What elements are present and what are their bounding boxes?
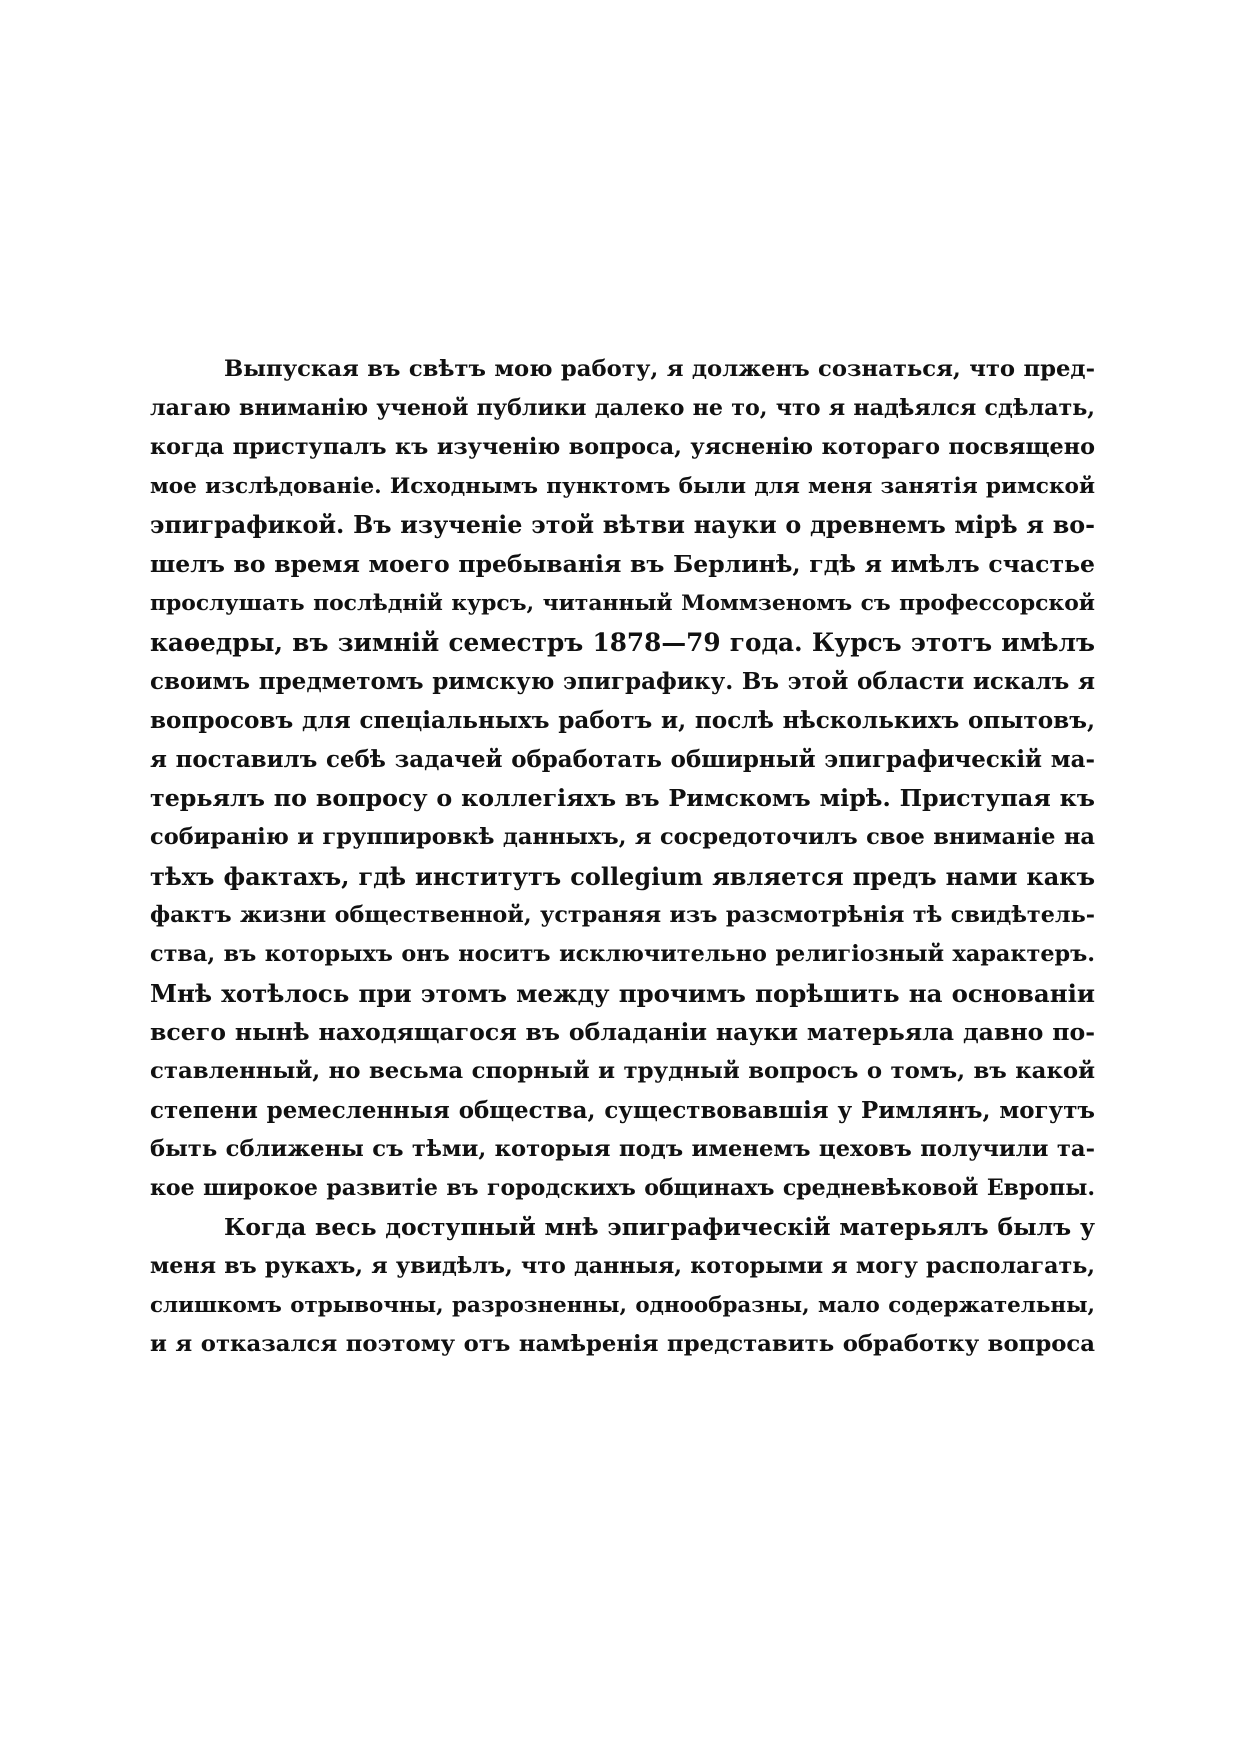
text-line: эпиграфикой. Въ изученіе этой вѣтви науки о древнемъ мірѣ я во- [150,511,1095,539]
text-line: Когда весь доступный мнѣ эпиграфическій матерьялъ былъ у [224,1213,1095,1241]
text-line: собиранію и группировкѣ данныхъ, я сосредоточилъ свое вниманіе на [150,824,1095,850]
text-line: ставленный, но весьма спорный и трудный вопросъ о томъ, въ какой [150,1058,1095,1084]
text-line: и я отказался поэтому отъ намѣренія представить обработку вопроса [150,1331,1095,1357]
text-line: слишкомъ отрывочны, разрозненны, однообразны, мало содержательны, [150,1293,1095,1318]
text-line: степени ремесленныя общества, существовавшія у Римлянъ, могутъ [150,1097,1095,1124]
text-line: прослушать послѣдній курсъ, читанный Моммзеномъ съ профессорской [150,590,1095,616]
text-line: вопросовъ для спеціальныхъ работъ и, послѣ нѣсколькихъ опытовъ, [150,707,1095,734]
paragraph-1 [150,350,1095,1208]
text-line: меня въ рукахъ, я увидѣлъ, что данныя, которыми я могу располагать, [150,1253,1095,1279]
text-line: шелъ во время моего пребыванія въ Берлинѣ, гдѣ я имѣлъ счастье [150,550,1095,578]
text-line: ства, въ которыхъ онъ носитъ исключительно религіозный характеръ. [150,941,1095,967]
text-line: быть сближены съ тѣми, которыя подъ именемъ цеховъ получили та- [150,1136,1095,1162]
text-line: своимъ предметомъ римскую эпиграфику. Въ этой области искалъ я [150,668,1095,695]
text-line: я поставилъ себѣ задачей обработать обширный эпиграфическій ма- [150,746,1095,773]
text-line: лагаю вниманію ученой публики далеко не то, что я надѣялся сдѣлать, [150,395,1095,421]
text-line: Выпуская въ свѣтъ мою работу, я долженъ сознаться, что пред- [224,356,1095,382]
paragraph-2 [150,1208,1095,1364]
text-line: фактъ жизни общественной, устраняя изъ разсмотрѣнія тѣ свидѣтель- [150,902,1095,928]
text-line: тѣхъ фактахъ, гдѣ институтъ collegium является предъ нами какъ [150,862,1095,891]
text-line: кое широкое развитіе въ городскихъ общинахъ средневѣковой Европы. [150,1175,1095,1201]
text-line: терьялъ по вопросу о коллегіяхъ въ Римскомъ мірѣ. Приступая къ [150,784,1095,812]
text-line: всего нынѣ находящагося въ обладаніи науки матерьяла давно по- [150,1018,1095,1046]
body-text [150,350,1095,1364]
text-line: когда приступалъ къ изученію вопроса, уясненію котораго посвящено [150,434,1095,460]
text-line: мое изслѣдованіе. Исходнымъ пунктомъ были для меня занятія римской [150,474,1095,499]
text-line: каѳедры, въ зимній семестръ 1878—79 года. Курсъ этотъ имѣлъ [150,628,1095,657]
text-line: Мнѣ хотѣлось при этомъ между прочимъ порѣшить на основаніи [150,979,1095,1008]
